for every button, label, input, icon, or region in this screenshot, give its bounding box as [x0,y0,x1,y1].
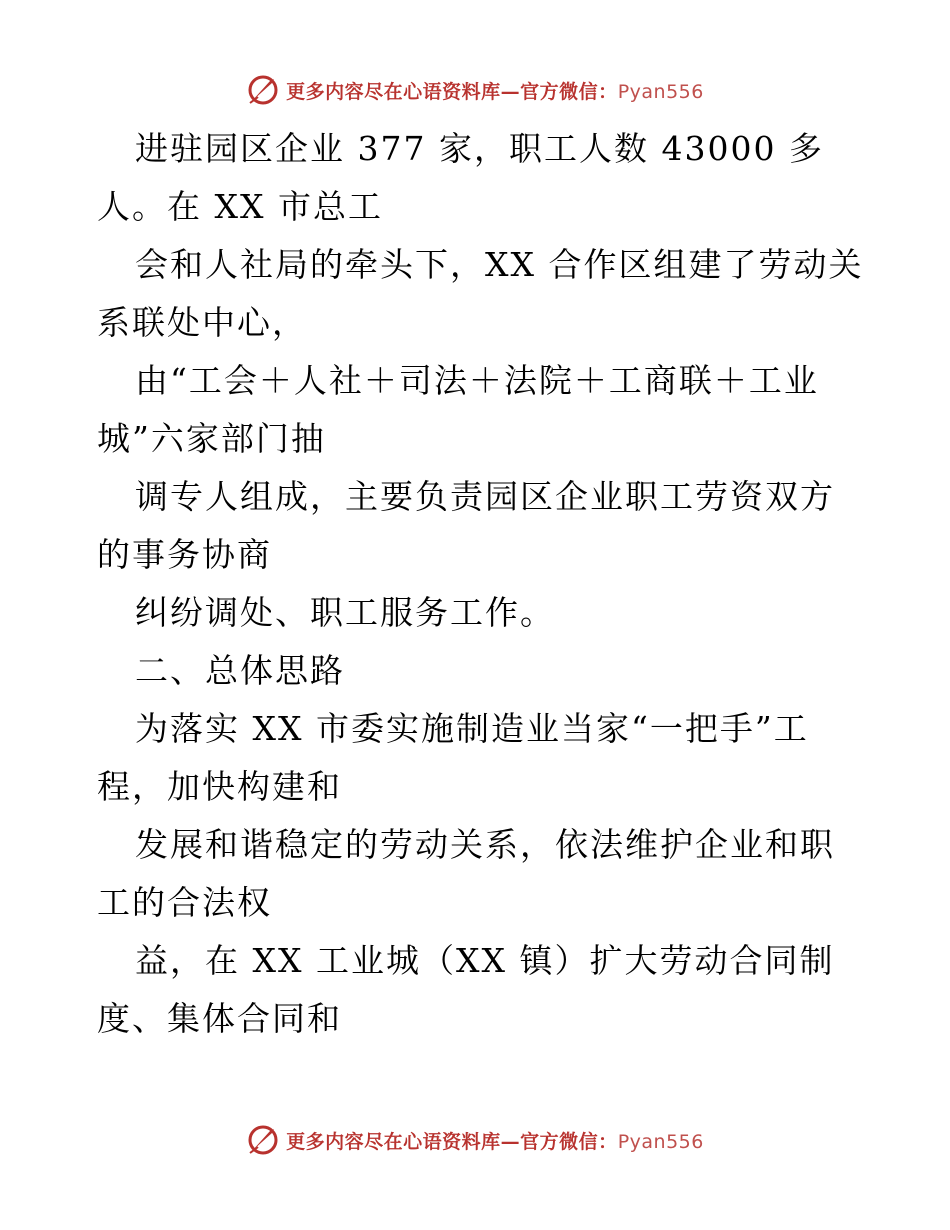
footer-wechat-id: Pyan556 [617,1130,704,1153]
paragraph: 益，在 XX 工业城（XX 镇）扩大劳动合同制度、集体合同和 [97,941,835,1038]
paragraph: 纠纷调处、职工服务工作。 [135,593,555,632]
quill-logo-icon [246,73,280,107]
header-wechat-id: Pyan556 [617,80,704,103]
paragraph: 发展和谐稳定的劳动关系，依法维护企业和职工的合法权 [97,825,835,922]
footer-site: 更多内容尽在心语资料库 [286,1130,501,1153]
header-banner [0,70,950,110]
section-heading: 二、总体思路 [135,651,345,690]
quill-logo-icon [246,1123,280,1157]
header-site: 更多内容尽在心语资料库 [286,80,501,103]
footer-banner [0,1120,950,1160]
header-text [286,77,704,104]
paragraph: 为落实 XX 市委实施制造业当家“一把手”工程，加快构建和 [97,709,809,806]
paragraph: 调专人组成，主要负责园区企业职工劳资双方的事务协商 [97,477,835,574]
document-body [97,120,867,1048]
paragraph: 由“工会＋人社＋司法＋法院＋工商联＋工业城”六家部门抽 [97,361,819,458]
footer-text [286,1127,704,1154]
footer-wechat-label: 官方微信： [520,1130,618,1153]
header-wechat-label: 官方微信： [520,80,618,103]
paragraph: 会和人社局的牵头下，XX 合作区组建了劳动关系联处中心， [97,245,864,342]
paragraph: 进驻园区企业 377 家，职工人数 43000 多人。在 XX 市总工 [97,129,824,226]
header-dash: — [500,80,521,103]
footer-dash: — [500,1130,521,1153]
